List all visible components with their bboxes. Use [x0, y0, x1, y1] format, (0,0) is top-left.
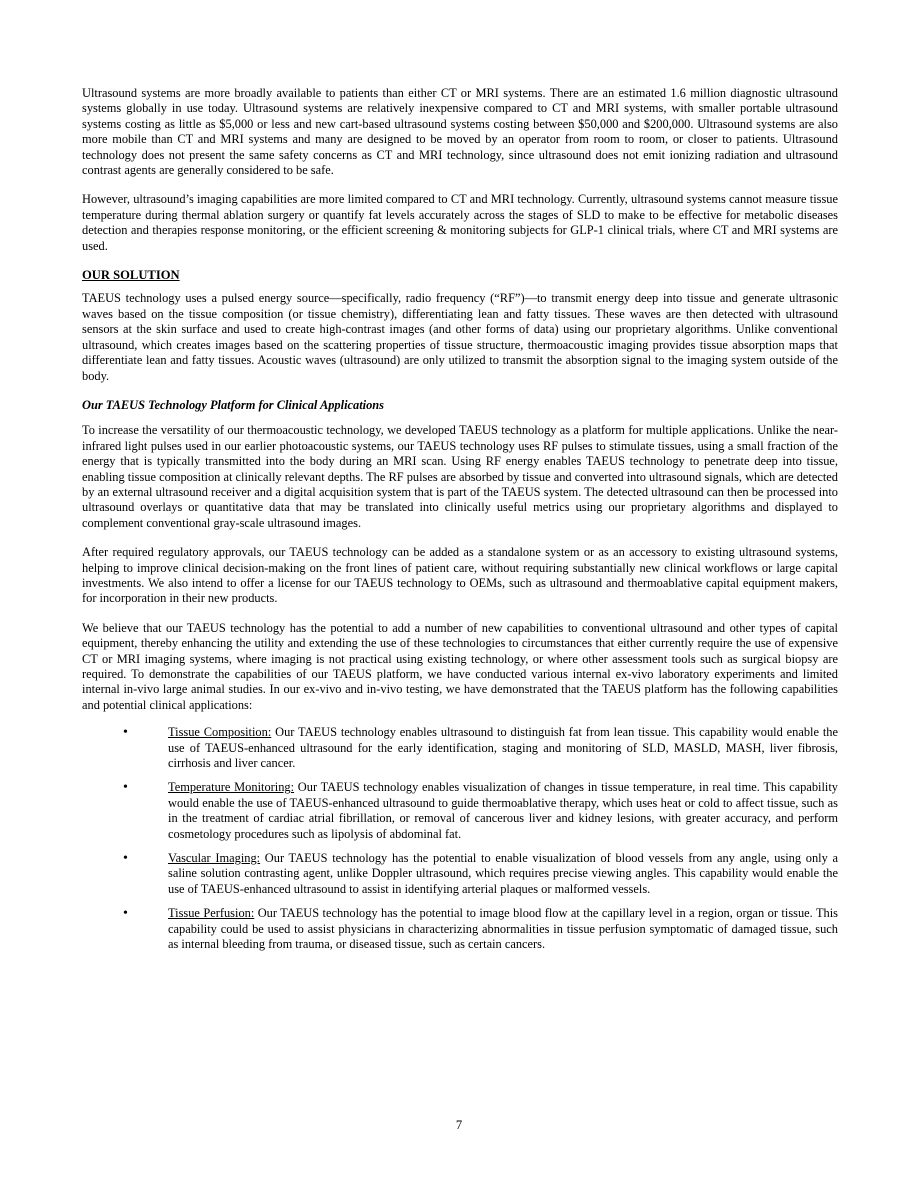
- bullet-title: Vascular Imaging:: [168, 851, 261, 866]
- list-item: [82, 780, 838, 842]
- section-heading-our-solution: OUR SOLUTION: [82, 268, 180, 283]
- page-number: 7: [455, 1118, 463, 1132]
- bullet-title: Temperature Monitoring:: [168, 780, 295, 795]
- bullet-text: Our TAEUS technology has the potential to image blood flow at the capillary level in a region, organ or tissue. This capability could be used to assist physicians in characterizing abnormalities in tissue perfusion symptomatic of damaged tissue, such as internal bleeding from trauma, or diseased tissue, such as certain cancers.: [168, 906, 838, 952]
- bullet-title: Tissue Composition:: [168, 725, 272, 740]
- bullet-text: Our TAEUS technology has the potential to enable visualization of blood vessels from any angle, using only a saline solution contrasting agent, unlike Doppler ultrasound, which requires precise viewing angles. This capability would enable the use of TAEUS-enhanced ultrasound to assist in identifying arterial plaques or malformed vessels.: [168, 851, 838, 896]
- intro-paragraph-2: However, ultrasound’s imaging capabilities are more limited compared to CT and MRI technology. Currently, ultrasound systems cannot measure tissue temperature during thermal ablation surgery or quantify fat levels accurately across the stages of SLD to make to be effective for metabolic diseases detection and therapies response monitoring, or the efficient screening & monitoring subjects for GLP-1 clinical trials, where CT and MRI systems are used.: [82, 192, 838, 253]
- intro-paragraph-1: Ultrasound systems are more broadly available to patients than either CT or MRI systems. There are an estimated 1.6 million diagnostic ultrasound systems globally in use today. Ultrasound systems are relatively inexpensive compared to CT and MRI systems, with smaller portable ultrasound systems costing as little as $5,000 or less and new cart-based ultrasound systems costing between $50,000 and $200,000. Ultrasound systems are also more mobile than CT and MRI systems and many are designed to be moved by an operator from room to room, or closer to patients. Ultrasound technology does not present the same safety concerns as CT and MRI technology, since ultrasound does not emit ionizing radiation and ultrasound contrast agents are generally considered to be safe.: [82, 86, 838, 178]
- bullet-icon: •: [123, 725, 128, 741]
- bullet-icon: •: [123, 780, 128, 796]
- bullet-title: Tissue Perfusion:: [168, 906, 255, 921]
- document-page: [82, 86, 838, 962]
- platform-paragraph-3: We believe that our TAEUS technology has the potential to add a number of new capabilities to conventional ultrasound and other types of capital equipment, thereby enhancing the utility and extending the use of these technologies to circumstances that either currently require the use of expensive CT or MRI imaging systems, where imaging is not practical using existing technology, or where other assessment tools such as surgical biopsy are required. To demonstrate the capabilities of our TAEUS platform, we have conducted various internal ex-vivo laboratory experiments and limited internal in-vivo large animal studies. In our ex-vivo and in-vivo testing, we have demonstrated that the TAEUS platform has the following capabilities and potential clinical applications:: [82, 620, 838, 712]
- bullet-text: Our TAEUS technology enables visualization of changes in tissue temperature, in real time. This capability would enable the use of TAEUS-enhanced ultrasound to guide thermoablative therapy, which uses heat or cold to affect tissue, such as in the treatment of cardiac atrial fibrillation, or removal of cancerous liver and kidney lesions, with greater accuracy, and perform cosmetology procedures such as lipolysis of abdominal fat.: [168, 780, 838, 841]
- solution-paragraph: TAEUS technology uses a pulsed energy source—specifically, radio frequency (“RF”)—to transmit energy deep into tissue and generate ultrasonic waves based on the tissue composition (or tissue chemistry), differentiating lean and fatty tissues. These waves are then detected with ultrasound sensors at the skin surface and used to create high-contrast images (and other forms of data) using our proprietary algorithms. Unlike conventional ultrasound, which creates images based on the scattering properties of tissue structure, thermoacoustic imaging provides tissue absorption maps that differentiate lean and fatty tissues. Acoustic waves (ultrasound) are only utilized to transmit the absorption signal to the imaging system outside of the body.: [82, 291, 838, 383]
- bullet-text: Our TAEUS technology enables ultrasound to distinguish fat from lean tissue. This capability would enable the use of TAEUS-enhanced ultrasound for the early identification, staging and monitoring of SLD, MASLD, MASH, liver fibrosis, cirrhosis and liver cancer.: [168, 725, 838, 771]
- bullet-icon: •: [123, 906, 128, 922]
- list-item: [82, 851, 838, 897]
- bullet-icon: •: [123, 851, 128, 867]
- platform-paragraph-2: After required regulatory approvals, our TAEUS technology can be added as a standalone system or as an accessory to existing ultrasound systems, helping to improve clinical decision-making on the front lines of patient care, without requiring substantially new clinical workflows or large capital investments. We also intend to offer a license for our TAEUS technology to OEMs, such as ultrasound and thermoablative capital equipment makers, for incorporation in their new products.: [82, 545, 838, 606]
- capabilities-list: [82, 725, 838, 952]
- list-item: [82, 906, 838, 952]
- platform-paragraph-1: To increase the versatility of our thermoacoustic technology, we developed TAEUS technology as a platform for multiple applications. Unlike the near-infrared light pulses used in our earlier photoacoustic systems, our TAEUS technology uses RF pulses to stimulate tissues, using a small fraction of the energy that is typically transmitted into the body during an MRI scan. Using RF energy enables TAEUS technology to penetrate deep into tissue, enabling tissue composition at clinically relevant depths. The RF pulses are absorbed by tissue and converted into ultrasound signals, which are detected by an external ultrasound receiver and a digital acquisition system that is part of the TAEUS system. The detected ultrasound can then be processed into ultrasound overlays or quantitative data that may be translated into clinically useful metrics using our proprietary algorithms and displayed to complement conventional gray-scale ultrasound images.: [82, 423, 838, 530]
- list-item: [82, 725, 838, 771]
- subheading-taeus-platform: Our TAEUS Technology Platform for Clinical Applications: [82, 397, 385, 412]
